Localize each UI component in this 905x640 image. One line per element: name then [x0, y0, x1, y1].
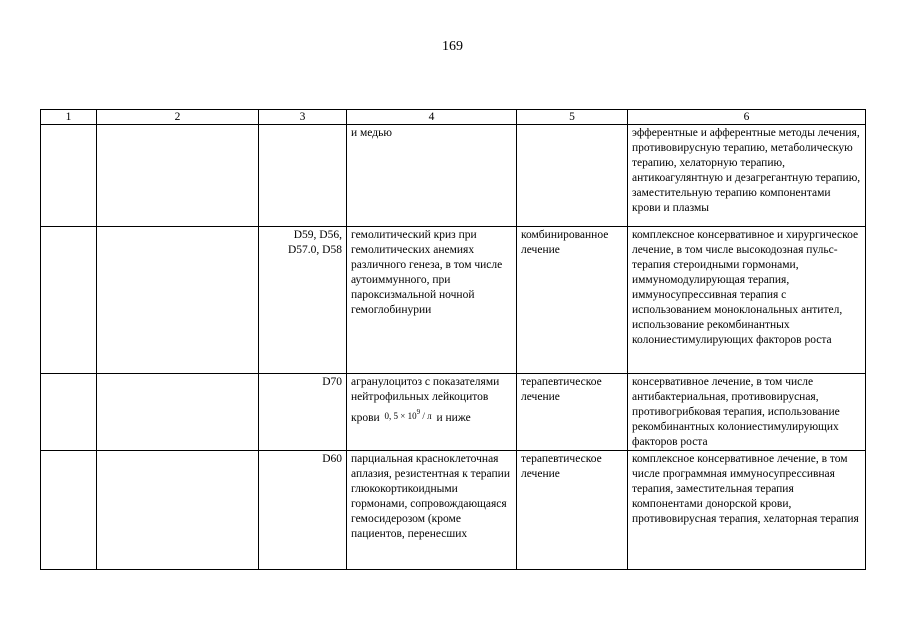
- cell-treatment-type: [517, 125, 628, 227]
- cell-treatment: комплексное консервативное и хирургическое лечение, в том числе высокодозная пульс-терапия стероидными гормонами, иммуномодулирующая терапия, иммуносупрессивная терапия с использованием моноклональных антител, использование рекомбинантных колониестимулирующих факторов роста: [628, 227, 866, 374]
- formula-unit: / л: [420, 411, 432, 421]
- cell-col1: [41, 451, 97, 570]
- cell-treatment-type: комбинированное лечение: [517, 227, 628, 374]
- cell-col1: [41, 374, 97, 451]
- condition-tail: и ниже: [436, 412, 471, 424]
- column-header-6: 6: [628, 110, 866, 125]
- cell-code: [259, 125, 347, 227]
- column-header-2: 2: [97, 110, 259, 125]
- column-header-3: 3: [259, 110, 347, 125]
- cell-col2: [97, 227, 259, 374]
- cell-col1: [41, 227, 97, 374]
- cell-code: D59, D56, D57.0, D58: [259, 227, 347, 374]
- cell-condition: [347, 374, 517, 451]
- cell-treatment: консервативное лечение, в том числе антибактериальная, противовирусная, противогрибковая терапия, использование рекомбинантных колониестимулирующих факторов роста: [628, 374, 866, 451]
- column-header-1: 1: [41, 110, 97, 125]
- page-number: 169: [442, 39, 463, 54]
- cell-treatment: комплексное консервативное лечение, в том числе программная иммуносупрессивная терапия, заместительная терапия компонентами донорской крови, противовирусная терапия, хелаторная терапия: [628, 451, 866, 570]
- cell-col1: [41, 125, 97, 227]
- cell-condition: гемолитический криз при гемолитических анемиях различного генеза, в том числе аутоиммунного, при пароксизмальной ночной гемоглобинурии: [347, 227, 517, 374]
- table-header-row: [41, 110, 866, 125]
- condition-text: агранулоцитоз с показателями нейтрофильных лейкоцитов крови: [351, 376, 500, 424]
- condition-text: парциальная красноклеточная аплазия, резистентная к терапии глюкокортикоидными гормонами, сопровождающаяся гемосидерозом (кроме пациентов, перенесших: [351, 453, 510, 540]
- cell-code: D60: [259, 451, 347, 570]
- cell-col2: [97, 451, 259, 570]
- table-row: [41, 227, 866, 374]
- cell-condition: [347, 451, 517, 570]
- cell-col2: [97, 374, 259, 451]
- cell-condition: и медью: [347, 125, 517, 227]
- cell-col2: [97, 125, 259, 227]
- medical-care-table: [40, 109, 866, 570]
- column-header-5: 5: [517, 110, 628, 125]
- table-row: [41, 374, 866, 451]
- formula-exponent: 9: [416, 408, 421, 416]
- cell-treatment-type: терапевтическое лечение: [517, 374, 628, 451]
- cell-code: D70: [259, 374, 347, 451]
- table-row: [41, 125, 866, 227]
- cell-treatment: эфферентные и афферентные методы лечения, противовирусную терапию, метаболическую терапию, хелаторную терапию, антикоагулянтную и дезагрегантную терапию, заместительную терапию компонентами крови и плазмы: [628, 125, 866, 227]
- neutrophil-threshold-formula: [383, 408, 434, 421]
- cell-treatment-type: терапевтическое лечение: [517, 451, 628, 570]
- formula-base: 0, 5 × 10: [384, 411, 417, 421]
- column-header-4: 4: [347, 110, 517, 125]
- table-row: [41, 451, 866, 570]
